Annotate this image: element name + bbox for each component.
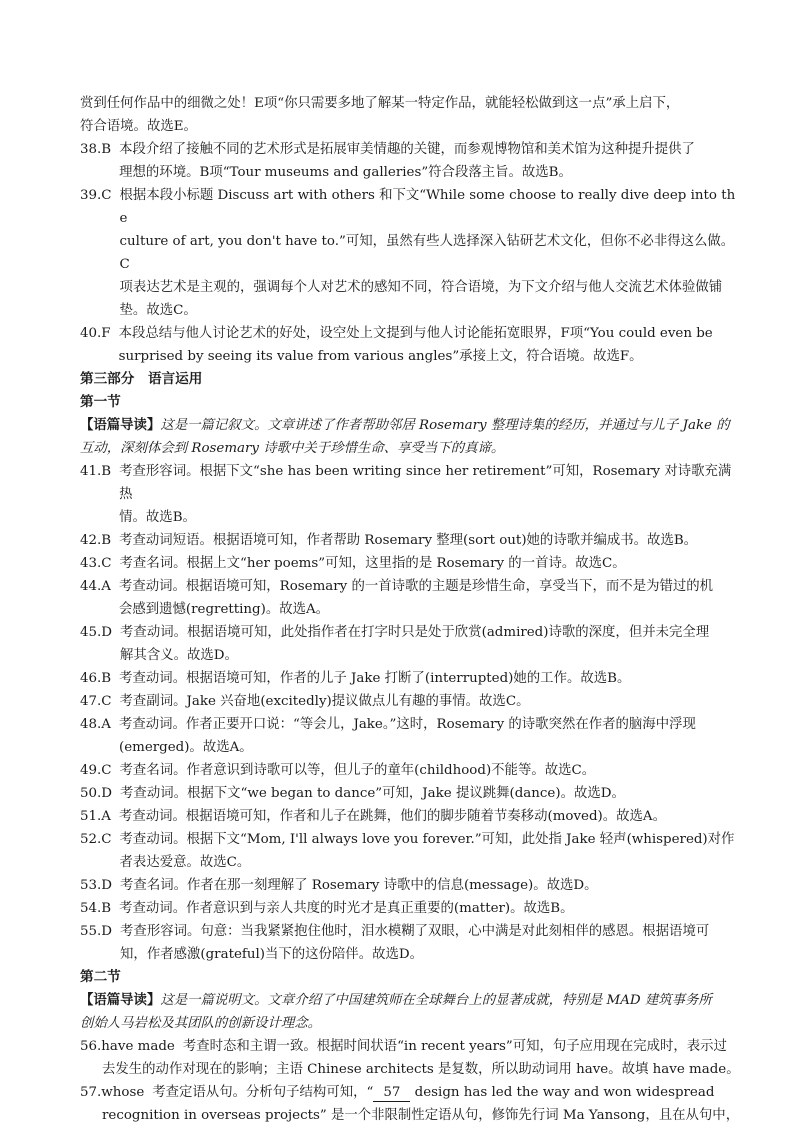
answer-item-56 [80,1035,740,1058]
item-number: 43.C [80,556,112,571]
item57-line-1-a: 考查定语从句。分析句子结构可知，“ [152,1085,374,1100]
item-line: 考查动词。根据下文“we began to dance”可知，Jake 提议跳舞(dance)。故选D。 [120,786,625,801]
item-line: 情。故选B。 [119,510,196,525]
answer-item [80,828,740,874]
part3-title: 第三部分 语言运用 [80,371,203,387]
item-line: 考查形容词。句意：当我紧紧抱住他时，泪水模糊了双眼，心中满是对此刻相伴的感恩。根据语境可 [120,924,710,939]
item-number: 41.B [80,464,112,479]
item-line: 考查动词。根据语境可知，此处指作者在打字时只是处于欣赏(admired)诗歌的深度，但并未完全理 [120,625,710,640]
answer-item [80,782,740,805]
item-number: 39.C [80,188,112,203]
blank-57: 57 [373,1085,410,1102]
item-number: 38.B [80,142,112,157]
item-line: 项表达艺术是主观的，强调每个人对艺术的感知不同，符合语境，为下文介绍与他人交流艺术体验做铺 [119,280,723,295]
answer-item [80,529,740,552]
item-text [111,897,740,920]
item-line: 考查名词。作者意识到诗歌可以等，但儿子的童年(childhood)不能等。故选C。 [119,763,596,778]
answer-item [80,897,740,920]
guide2-line-2: 创始人马岩松及其团队的创新设计理念。 [80,1016,322,1031]
item-text [111,805,740,828]
item-line: 考查动词。作者意识到与亲人共度的时光才是真正重要的(matter)。故选B。 [119,901,574,916]
item-number: 53.D [80,878,113,893]
item-text [112,782,740,805]
section1-title: 第一节 [80,394,121,410]
item-text [112,828,740,874]
item-number: 40.F [80,326,111,341]
item-line: 考查名词。根据上文“her poems”可知，这里指的是 Rosemary 的一首诗。故选C。 [119,556,626,571]
item-number: 47.C [80,694,112,709]
item-number: 51.A [80,809,111,824]
item-line: 垫。故选C。 [119,303,197,318]
item-line: surprised by seeing its value from various angles”承接上文，符合语境。故选F。 [118,349,643,364]
guide1-label: 【语篇导读】 [80,418,161,433]
item-line: 考查动词。根据下文“Mom, I'll always love you forever.”可知，此处指 Jake 轻声(whispered)对作 [119,832,735,847]
item-line: 知，作者感激(grateful)当下的这份陪伴。故选D。 [120,947,423,962]
item-line: 解其含义。故选D。 [120,648,238,663]
item57-line-1-b: design has led the way and won widespread [414,1085,715,1100]
guide2 [80,989,740,1012]
item-text [112,690,740,713]
item-line: (emerged)。故选A。 [118,740,253,755]
answer-item [80,667,740,690]
answer-item [80,759,740,782]
answer-item [80,552,740,575]
item-text [111,667,740,690]
item-text [112,552,740,575]
section2-title: 第二节 [80,969,121,985]
item-text [111,138,740,184]
item-number: 42.B [80,533,112,548]
item57-line-1 [144,1081,740,1104]
item-line: culture of art, you don't have to.”可知，虽然有些人选择深入钻研艺术文化，但你不必非得这么做。C [119,234,735,272]
item-line: 本段总结与他人讨论艺术的好处，设空处上文提到与他人讨论能拓宽眼界，F项“You could even be [118,326,713,341]
intro-line-1: 赏到任何作品中的细微之处！E项“你只需要多地了解某一特定作品，就能轻松做到这一点”承上启下， [80,96,680,111]
item-number: 52.C [80,832,112,847]
intro-line-2: 符合语境。故选E。 [80,119,197,134]
item-text [111,575,740,621]
guide2-label: 【语篇导读】 [80,993,161,1008]
guide2-line-1: 这是一篇说明文。文章介绍了中国建筑师在全球舞台上的显著成就，特别是 MAD 建筑事务所 [160,993,712,1008]
item-line: 考查动词短语。根据语境可知，作者帮助 Rosemary 整理(sort out)她的诗歌并编成书。故选B。 [119,533,698,548]
item-text [111,529,740,552]
item-line: 考查副词。Jake 兴奋地(excitedly)提议做点儿有趣的事情。故选C。 [119,694,530,709]
item-number: 54.B [80,901,112,916]
item-line: 会感到遗憾(regretting)。故选A。 [118,602,330,617]
item-number: 46.B [80,671,112,686]
item-line: 根据本段小标题 Discuss art with others 和下文“While some choose to really dive deep into the [119,188,736,226]
item-number: 48.A [80,717,111,732]
item-line: 考查动词。作者正要开口说：“等会儿，Jake。”这时，Rosemary 的诗歌突然在作者的脑海中浮现 [118,717,696,732]
item-line: 考查动词。根据语境可知，作者和儿子在跳舞，他们的脚步随着节奏移动(moved)。故选A。 [118,809,666,824]
item57-line-2: recognition in overseas projects” 是一个非限制性定语从句，修饰先行词 Ma Yansong，且在从句中， [102,1108,740,1123]
item-text [112,874,740,897]
answer-list-reading [80,138,740,368]
answer-item [80,138,740,184]
item-line: 考查形容词。根据下文“she has been writing since her retirement”可知，Rosemary 对诗歌充满热 [119,464,732,502]
item-text [111,322,740,368]
answer-item-57 [80,1081,740,1104]
answer-item [80,184,740,322]
answer-item [80,460,740,529]
answer-item [80,874,740,897]
item-line: 考查名词。作者在那一刻理解了 Rosemary 诗歌中的信息(message)。故选D。 [120,878,598,893]
item-number: 55.D [80,924,113,939]
guide1 [80,414,740,437]
item-line: 考查动词。根据语境可知，作者的儿子 Jake 打断了(interrupted)她的工作。故选B。 [119,671,631,686]
answer-item [80,322,740,368]
item-line: 理想的环境。B项“Tour museums and galleries”符合段落主旨。故选B。 [119,165,572,180]
item-text [112,621,740,667]
answer-item [80,713,740,759]
item-text [112,184,740,322]
answer-item [80,805,740,828]
item-number: 57.whose [80,1085,145,1100]
item-text [112,920,740,966]
item-text [111,460,740,529]
answer-item [80,690,740,713]
answer-list-cloze [80,460,740,966]
item-line: 考查时态和主谓一致。根据时间状语“in recent years”可知，句子应用现在完成时，表示过 [182,1039,727,1054]
item-number: 56.have made [80,1039,175,1054]
answer-item [80,621,740,667]
item-line: 者表达爱意。故选C。 [119,855,251,870]
answer-item [80,920,740,966]
answer-item [80,575,740,621]
item-text [111,713,740,759]
item-number: 44.A [80,579,111,594]
item-number: 50.D [80,786,113,801]
item-number: 49.C [80,763,112,778]
guide1-line-2: 互动，深刻体会到 Rosemary 诗歌中关于珍惜生命、享受当下的真谛。 [80,441,505,456]
guide1-line-1: 这是一篇记叙文。文章讲述了作者帮助邻居 Rosemary 整理诗集的经历，并通过与儿子 Jake 的 [160,418,730,433]
item-line: 本段介绍了接触不同的艺术形式是拓展审美情趣的关键，而参观博物馆和美术馆为这种提升提供了 [119,142,695,157]
item-line: 考查动词。根据语境可知，Rosemary 的一首诗歌的主题是珍惜生命，享受当下，而不是为错过的机 [118,579,714,594]
item-text [112,759,740,782]
item-number: 45.D [80,625,113,640]
item56-line-2: 去发生的动作对现在的影响；主语 Chinese architects 是复数，所以助动词用 have。故填 have made。 [102,1062,740,1077]
